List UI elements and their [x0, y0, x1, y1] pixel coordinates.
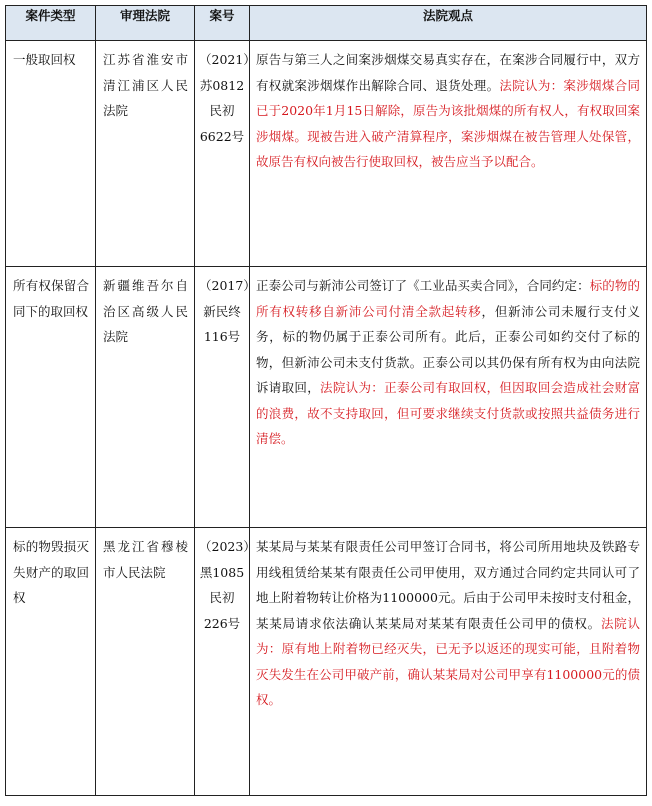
header-court-opinion: 法院观点	[250, 6, 647, 41]
opinion-highlight-2: 法院认为：正泰公司有取回权，但因取回会造成社会财富的浪费，故不支持取回，但可要求继续支付货款或按照共益债务进行清偿。	[256, 380, 640, 446]
opinion-cell	[250, 267, 647, 528]
case-type-cell: 所有权保留合同下的取回权	[6, 267, 96, 528]
opinion-highlight: 标的物的所有权转移自新沛公司付清全款起转移	[256, 278, 640, 319]
case-number-cell: （2021）苏0812民初6622号	[195, 41, 250, 267]
court-cell: 江苏省淮安市清江浦区人民法院	[96, 41, 195, 267]
opinion-cell	[250, 528, 647, 796]
opinion-highlight: 法院认为：原有地上附着物已经灭失，已无予以返还的现实可能，且附着物灭失发生在公司甲破产前，确认某某局对公司甲享有1100000元的债权。	[256, 615, 640, 707]
opinion-text: 原告与第三人之间案涉烟煤交易真实存在，在案涉合同履行中，双方有权就案涉烟煤作出解除合同、退货处理。	[256, 52, 640, 93]
case-number-cell: （2023）黑1085民初226号	[195, 528, 250, 796]
opinion-highlight: 法院认为：案涉烟煤合同已于2020年1月15日解除，原告为该批烟煤的所有权人，有权取回案涉烟煤。现被告进入破产清算程序，案涉烟煤在被告管理人处保管，故原告有权向被告行使取回权，被告应当予以配合。	[256, 77, 640, 169]
table-header-row	[6, 6, 647, 41]
case-table	[5, 5, 647, 796]
court-cell: 黑龙江省穆棱市人民法院	[96, 528, 195, 796]
case-type-cell: 标的物毁损灭失财产的取回权	[6, 528, 96, 796]
opinion-text-continued: ，但新沛公司未履行支付义务，标的物仍属于正泰公司所有。此后，正泰公司如约交付了标的物，但新沛公司未支付货款。正泰公司以其仍保有所有权为由向法院诉请取回，	[256, 303, 640, 395]
court-cell: 新疆维吾尔自治区高级人民法院	[96, 267, 195, 528]
table-row	[6, 528, 647, 796]
opinion-text: 正泰公司与新沛公司签订了《工业品买卖合同》，合同约定：	[256, 278, 590, 293]
case-number-cell: （2017）新民终116号	[195, 267, 250, 528]
header-case-number: 案号	[195, 6, 250, 41]
table-row	[6, 41, 647, 267]
case-type-cell: 一般取回权	[6, 41, 96, 267]
opinion-cell	[250, 41, 647, 267]
table-row	[6, 267, 647, 528]
opinion-text: 某某局与某某有限责任公司甲签订合同书，将公司所用地块及铁路专用线租赁给某某有限责任公司甲使用，双方通过合同约定共同认可了地上附着物转让价格为1100000元。后由于公司甲未按时支付租金，某某局请求依法确认某某局对某某有限责任公司甲的债权。	[256, 539, 640, 631]
header-case-type: 案件类型	[6, 6, 96, 41]
header-court: 审理法院	[96, 6, 195, 41]
